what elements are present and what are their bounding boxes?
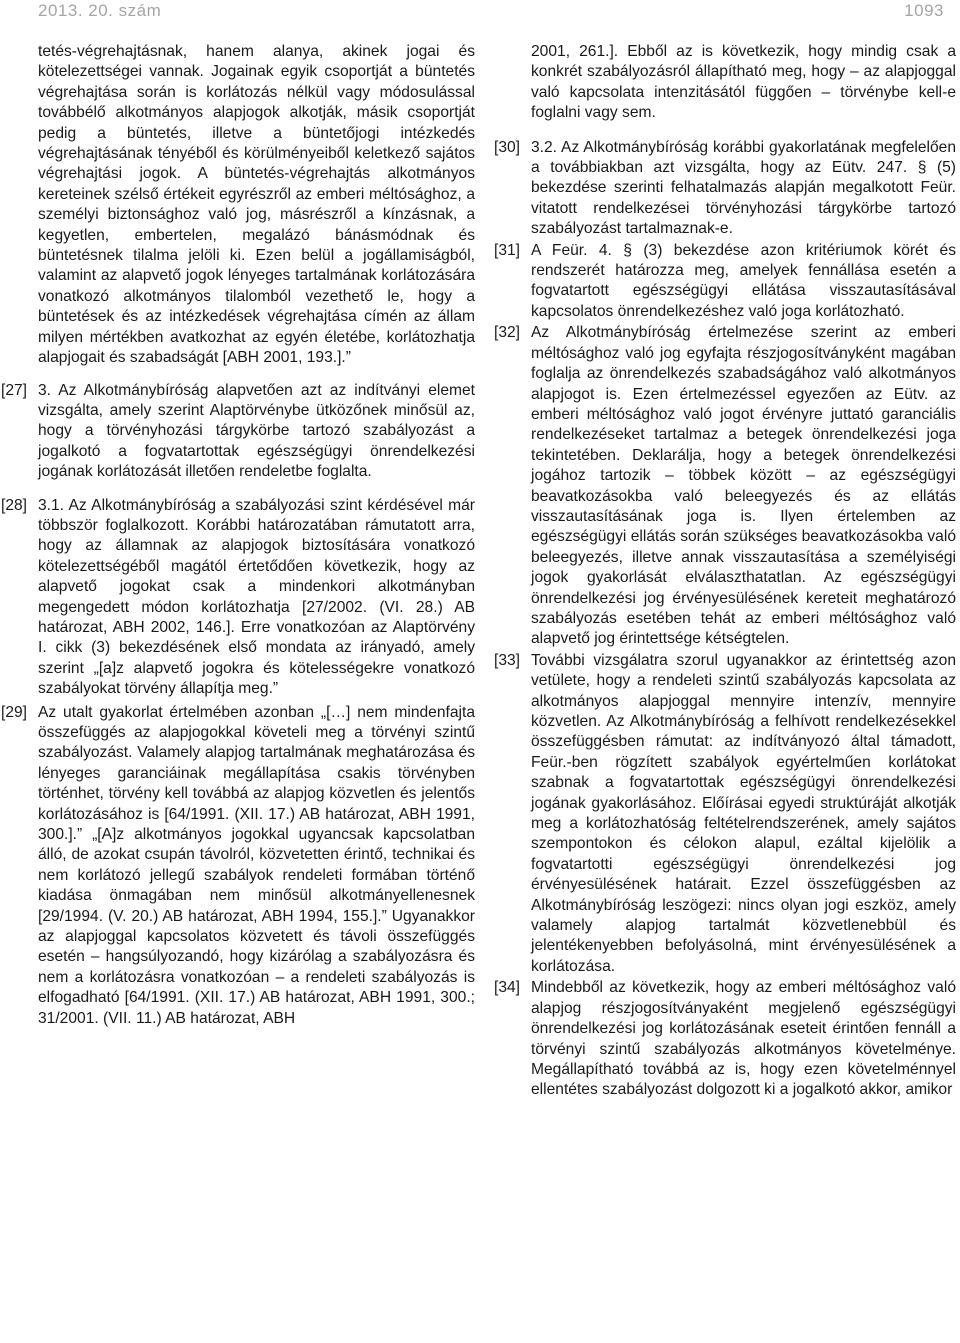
paragraph-number: [33]	[494, 651, 521, 669]
right-column	[494, 42, 956, 1101]
paragraph-number: [30]	[494, 138, 521, 156]
paragraph-number: [29]	[1, 703, 28, 721]
paragraph-text: Mindebből az következik, hogy az emberi méltósághoz való alapjog részjogosítványaként megjelenő egészségügyi önrendelkezési jog korlátozásának eseteit érintően fennáll a törvényi szintű szabályozás alkotmányos követelménye. Megállapítható továbbá az is, hogy ezen követelménnyel ellentétes szabályozást dolgozott ki a jogalkotó akkor, amikor	[531, 979, 956, 1099]
paragraph-text: 3. Az Alkotmánybíróság alapvetően azt az indítványi elemet vizsgálta, amely szerint Alaptörvénybe ütközőnek minősül az, hogy a törvényhozási tárgykörbe tartozó szabályozást a jogalkotó a fogvatartottak egészségügyi önrendelkezési jogának korlátozását illetően rendeletbe foglalta.	[38, 381, 475, 481]
continuation-paragraph: 2001, 261.]. Ebből az is következik, hogy mindig csak a konkrét szabályozásról állapítható meg, hogy – az alapjoggal való kapcsolata intenzitásától függően – törvénybe kell-e foglalni vagy sem.	[531, 43, 956, 122]
page-header	[0, 0, 960, 30]
paragraph-28	[1, 496, 475, 700]
paragraph-34	[494, 978, 956, 1100]
paragraph-31	[494, 241, 956, 323]
paragraph-32	[494, 323, 956, 650]
paragraph-text: 3.2. Az Alkotmánybíróság korábbi gyakorlatának megfelelően a továbbiakban azt vizsgálta, hogy az Eütv. 247. § (5) bekezdése szerinti felhatalmazás alapján megalkotott Feür. vitatott rendelkezései törvényhozási tárgykörbe tartozó szabályozást tartalmaznak-e.	[531, 138, 956, 238]
paragraph-number: [27]	[1, 381, 28, 399]
page-number: 1093	[904, 1, 944, 20]
paragraph-number: [34]	[494, 979, 521, 997]
paragraph-text: 3.1. Az Alkotmánybíróság a szabályozási szint kérdésével már többször foglalkozott. Korábbi határozatában rámutatott arra, hogy az államnak az alapjogok biztosítására vonatkozó kötelezettségéből magától értetődően következik, hogy az alapvető jogokat csak a mindenkori alkotmányban megengedett módon korlátozhatja [27/2002. (VI. 28.) AB határozat, ABH 2002, 146.]. Erre vonatkozóan az Alaptörvény I. cikk (3) bekezdésének első mondata az irányadó, amely szerint „[a]z alapvető jogokra és kötelességekre vonatkozó szabályokat törvény állapítja meg.”	[38, 496, 475, 698]
paragraph-text: További vizsgálatra szorul ugyanakkor az érintettség azon vetülete, hogy a rendeleti szintű szabályozás kapcsolata az alkotmányos alapjoggal mennyire intenzív, mennyire közvetlen. Az Alkotmánybíróság a felhívott rendelkezésekkel összefüggésben rámutat: az indítványozó által támadott, Feür.-ben rögzített szabályok egyértelműen korlátokat szabnak a fogvatartottak egészségügyi önrendelkezési jogának gyakorlásához. Előírásai egyedi struktúráját alkotják meg a korlátozhatóság feltételrendszerének, amely sajátos szempontokon és célokon alapul, ezáltal kijelölik a fogvatartotti egészségügyi önrendelkezési jog érvényesülésének határait. Ezzel összefüggésben az Alkotmánybíróság leszögezi: nincs olyan jogi eszköz, amely valamely alapjog tartalmát közvetlenebbül és jelentékenyebben befolyásolná, mint érvényesülésének a korlátozása.	[531, 651, 956, 975]
paragraph-27	[1, 381, 475, 483]
paragraph-29	[1, 703, 475, 1030]
paragraph-text: Az utalt gyakorlat értelmében azonban „[…] nem mindenfajta összefüggés az alapjogokkal követeli meg a törvényi szintű szabályozást. Valamely alapjog tartalmának meghatározása és lényeges garanciáinak megállapítása csakis törvényben történhet, törvény kell továbbá az alapjog közvetlen és jelentős korlátozásához is [64/1991. (XII. 17.) AB határozat, ABH 1991, 300.].” „[A]z alkotmányos jogokkal ugyancsak kapcsolatban álló, de azokat csupán távolról, közvetetten érintő, technikai és nem korlátozó jellegű szabályok rendeleti formában történő kiadása önmagában nem minősül alkotmányellenesnek [29/1994. (V. 20.) AB határozat, ABH 1994, 155.].” Ugyanakkor az alapjoggal kapcsolatos közvetett és távoli összefüggés esetén – hangsúlyozandó, hogy kizárólag a szabályozásra és nem a korlátozásra vonatkozóan – a rendeleti szabályozás is elfogadható [64/1991. (XII. 17.) AB határozat, ABH 1991, 300.; 31/2001. (VII. 11.) AB határozat, ABH	[38, 703, 475, 1027]
paragraph-30	[494, 138, 956, 240]
paragraph-number: [31]	[494, 241, 521, 259]
paragraph-number: [28]	[1, 496, 28, 514]
continuation-paragraph: tetés-végrehajtásnak, hanem alanya, akinek jogai és kötelezettségei vannak. Jogainak egyik csoportját a büntetés végrehajtása során is korlátozás nélkül vagy módosulással továbbélő alkotmányos alapjogok alkotják, másik csoportját pedig a büntetés, illetve a büntetőjogi intézkedés végrehajtásának tényéből és körülményeiből keletkező sajátos végrehajtási jogok. A büntetés-végrehajtás alkotmányos kereteinek szélső értékeit egyrészről az emberi méltósághoz, a személyi biztonsághoz való jog, másrészről a kínzásnak, a kegyetlen, embertelen, megalázó bánásmódnak és büntetésnek tilalma jelöli ki. Ezen belül a jogállamiságból, valamint az alapvető jogok lényeges tartalmának korlátozására vonatkozó alkotmányos tilalomból vezethető le, hogy a büntetések és az intézkedések végrehajtása címén az állam milyen mértékben avatkozhat az egyén életébe, korlátozhatja alapjogait és szabadságát [ABH 2001, 193.].”	[38, 43, 475, 367]
paragraph-text: A Feür. 4. § (3) bekezdése azon kritériumok körét és rendszerét határozza meg, amelyek fennállása esetén a fogvatartott egészségügyi ellátása visszautasításával kapcsolatos önrendelkezéshez való joga korlátozható.	[531, 241, 956, 320]
paragraph-text: Az Alkotmánybíróság értelmezése szerint az emberi méltósághoz való jog egyfajta részjogosítványként magában foglalja az önrendelkezés szabadságához való alkotmányos alapjogot is. Ezen értelmezéssel egyezően az Eütv. az emberi méltósághoz való jogot érvényre juttató garanciális rendelkezéseket tartalmaz a betegek önrendelkezési joga tekintetében. Deklarálja, hogy a betegek önrendelkezési jogához tartozik – többek között – az egészségügyi beavatkozásokba való beleegyezés és az ellátás visszautasításának joga is. Ilyen értelemben az egészségügyi ellátás során szükséges beavatkozásokba való beleegyezés, illetve annak visszautasítása a személyiségi jogok gyakorlását elválaszthatatlan. Az egészségügyi önrendelkezési jog érvényesülésének kereteit meghatározó szabályozás esetében tehát az emberi méltósághoz való alapvető jog érintettsége kétségtelen.	[531, 324, 956, 648]
issue-label: 2013. 20. szám	[38, 1, 162, 20]
paragraph-33	[494, 651, 956, 978]
paragraph-number: [32]	[494, 324, 521, 342]
left-column	[1, 42, 475, 1029]
